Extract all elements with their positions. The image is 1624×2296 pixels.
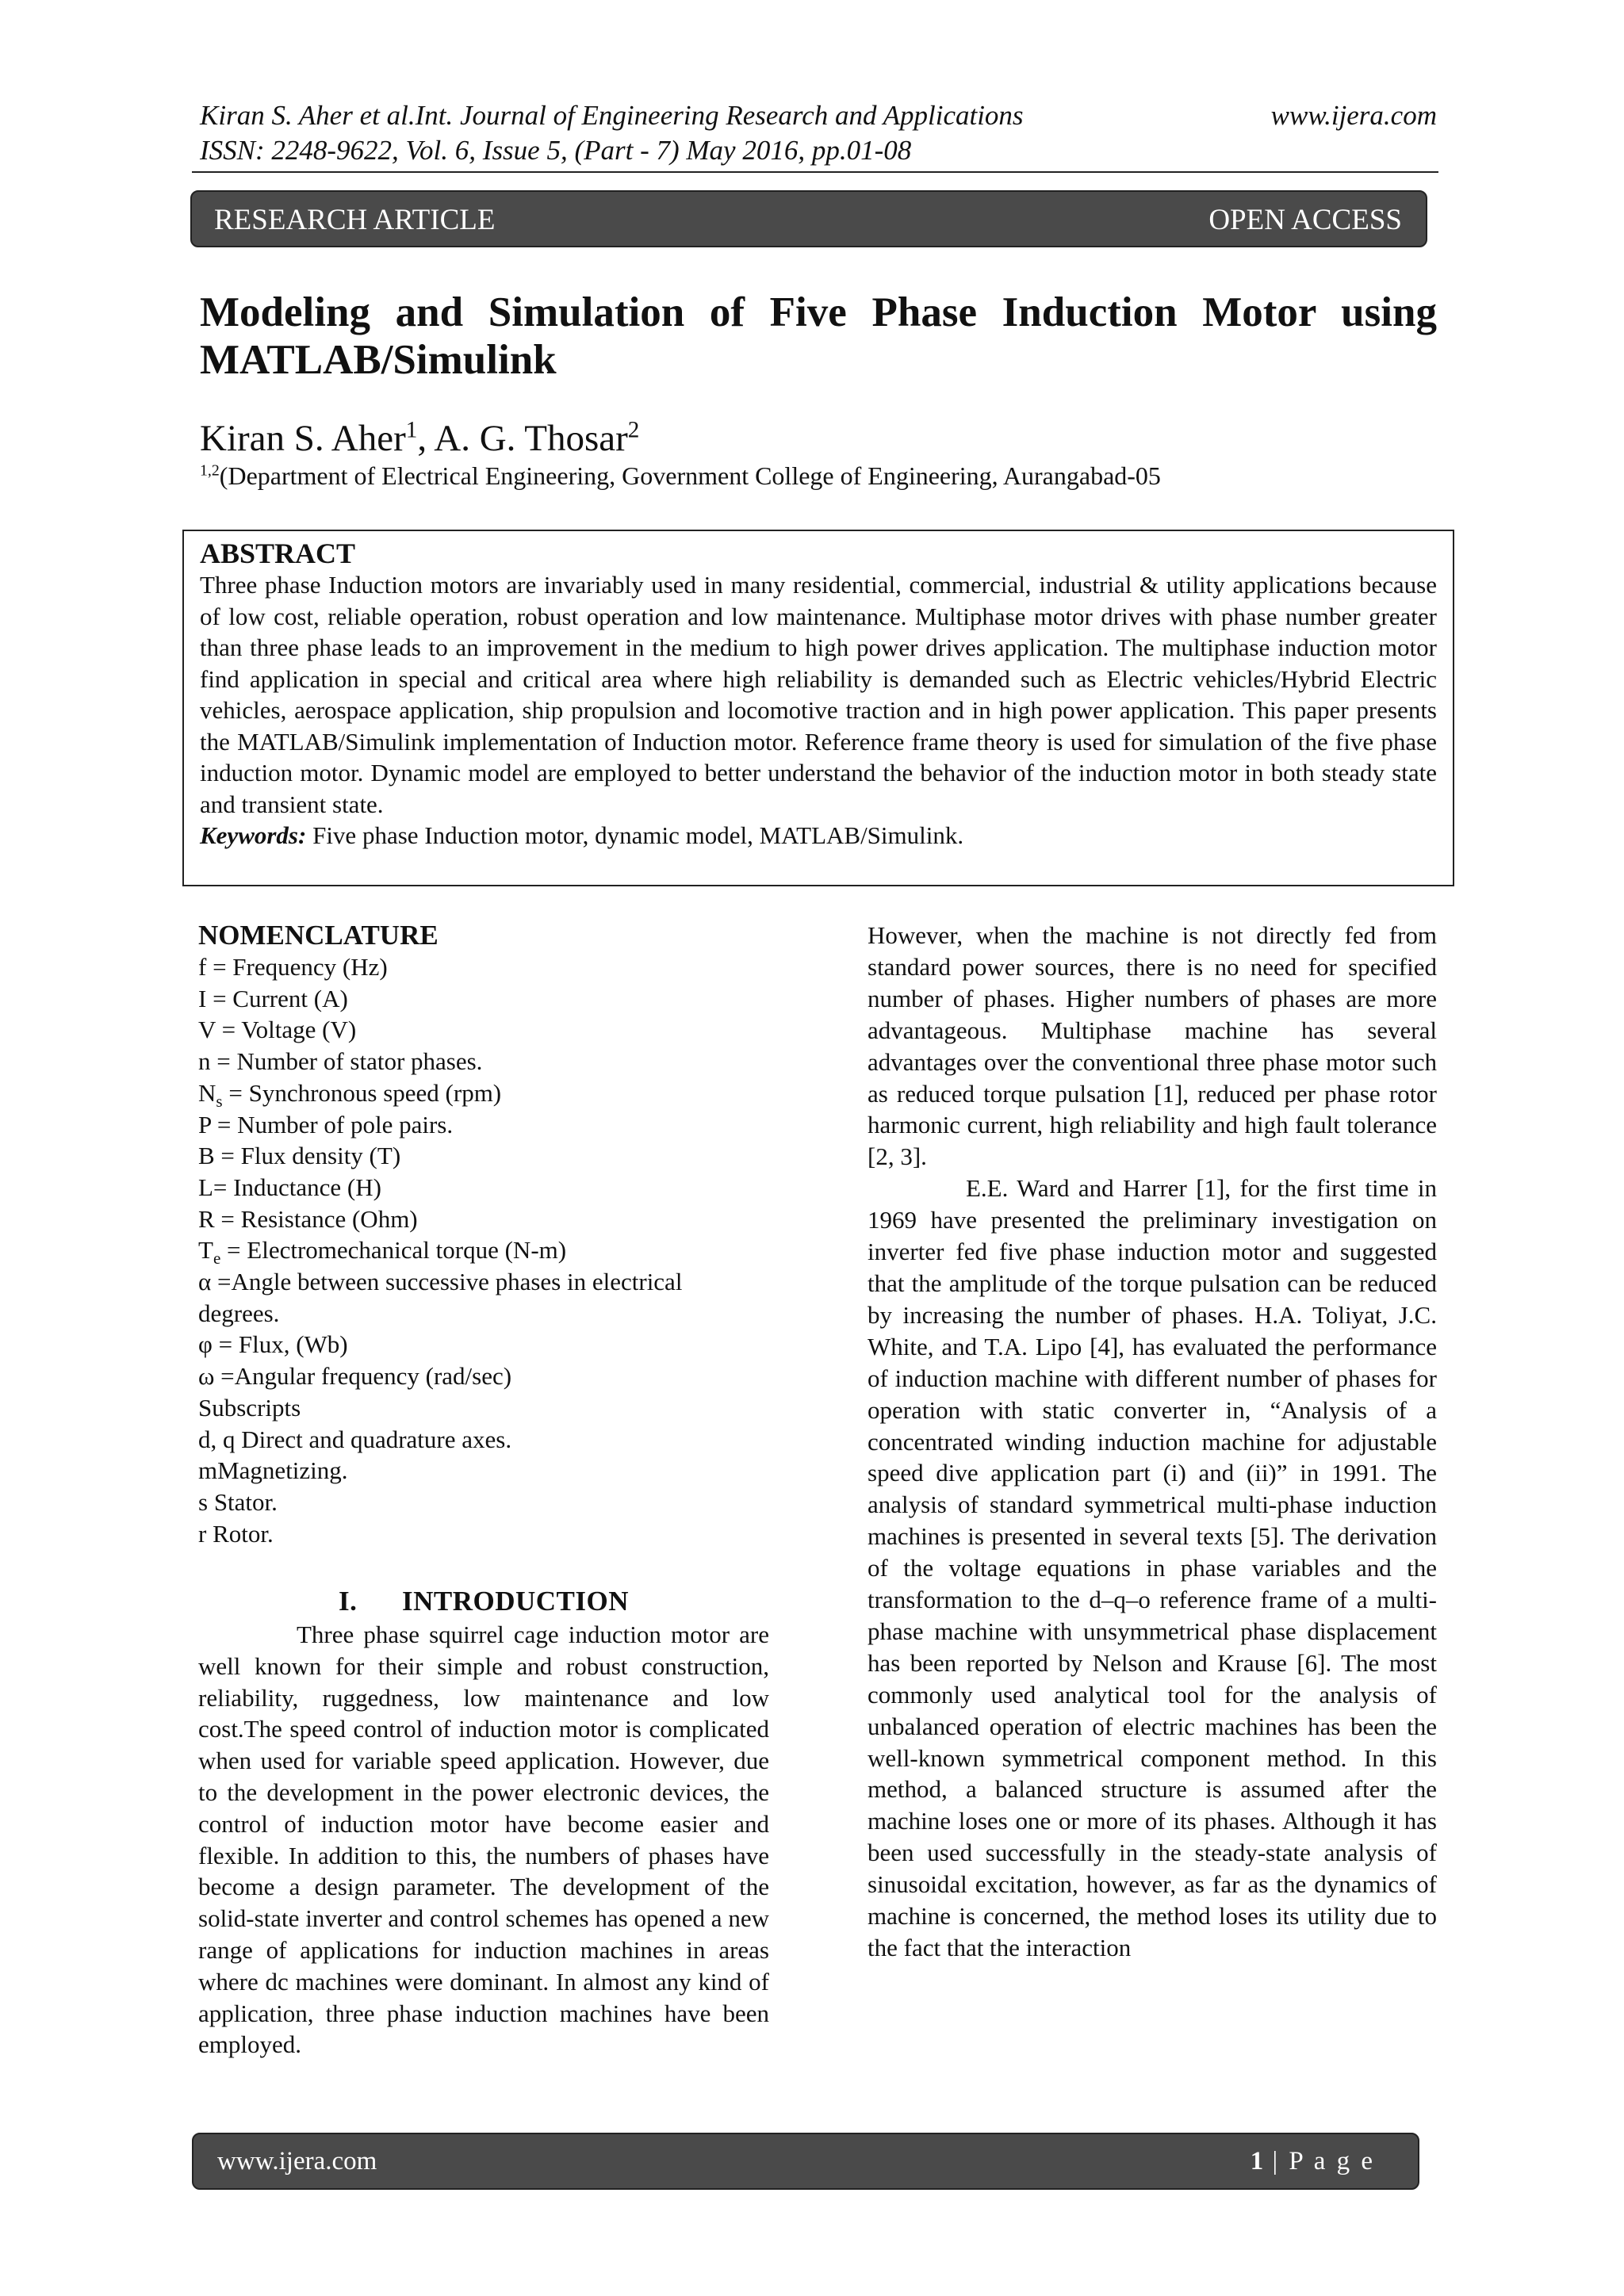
issn-line: ISSN: 2248-9622, Vol. 6, Issue 5, (Part - 7) May 2016, pp.01-08 [200,135,912,166]
section-number: I. [338,1586,358,1617]
abstract-heading: ABSTRACT [200,538,356,569]
nomenclature-item: mMagnetizing. [198,1456,348,1485]
header-divider [192,171,1438,173]
nomenclature-item: n = Number of stator phases. [198,1047,483,1076]
nomenclature-item: L= Inductance (H) [198,1173,381,1201]
nomenclature-item: B = Flux density (T) [198,1142,401,1170]
paragraph: Three phase squirrel cage induction motor are well known for their simple and robust construction, reliability, ruggedness, low maintenance and low cost.The speed control of induction motor is complicated when used for variable speed application. However, due to the development in the power electronic devices, the control of induction motor have become easier and flexible. In addition to this, the numbers of phases have become a design parameter. The development of the solid-state inverter and control schemes has opened a new range of applications for induction machines in areas where dc machines were dominant. In almost any kind of application, three phase induction machines have been employed. [198,1621,769,2059]
abstract-box [182,530,1454,886]
definition: = Electromechanical torque (N-m) [220,1236,567,1265]
nomenclature-heading: NOMENCLATURE [198,920,439,951]
author-separator: , [417,418,435,459]
page-number: 1 [1250,2147,1264,2175]
nomenclature-item: ω =Angular frequency (rad/sec) [198,1362,512,1391]
author-name: Kiran S. Aher [200,418,406,459]
page-footer [192,2133,1419,2190]
abstract-text: Three phase Induction motors are invariably used in many residential, commercial, industrial & utility applications because of low cost, reliable operation, robust operation and low maintenance. Multiphase motor drives with phase number greater than three phase leads to an improvement in the medium to high power drives application. The multiphase induction motor find application in special and critical area where high reliability is demanded such as Electric vehicles/Hybrid Electric vehicles, aerospace application, ship propulsion and locomotive traction and in high power application. This paper presents the MATLAB/Simulink implementation of Induction motor. Reference frame theory is used for simulation of the five phase induction motor. Dynamic model are employed to better understand the behavior of the induction motor in both steady state and transient state. [200,571,1437,818]
nomenclature-item: φ = Flux, (Wb) [198,1330,348,1359]
open-access-label: OPEN ACCESS [1208,204,1402,236]
symbol: T [198,1236,213,1265]
symbol-subscript: e [213,1249,221,1269]
introduction-column-left [198,1619,769,2061]
nomenclature-item [198,1077,769,1109]
affiliation-text: (Department of Electrical Engineering, Government College of Engineering, Aurangabad-05 [219,461,1161,490]
journal-website-link[interactable]: www.ijera.com [1270,100,1437,131]
author-name: A. G. Thosar [434,418,628,459]
nomenclature-item [198,1234,769,1269]
footer-website-link[interactable]: www.ijera.com [217,2147,377,2175]
nomenclature-item: f = Frequency (Hz) [198,953,388,981]
definition: = Synchronous speed (rpm) [222,1078,502,1107]
keywords-text: Five phase Induction motor, dynamic model, MATLAB/Simulink. [306,821,964,849]
symbol: N [198,1078,216,1107]
nomenclature-item: R = Resistance (Ohm) [198,1204,418,1233]
keywords [200,820,1437,851]
paragraph: E.E. Ward and Harrer [1], for the first time in 1969 have presented the preliminary investigation on inverter fed five phase induction motor and suggested that the amplitude of the torque pulsation can be reduced by increasing the number of phases. H.A. Toliyat, J.C. White, and T.A. Lipo [4], has evaluated the performance of induction machine with different number of phases for operation with static converter in, “Analysis of a concentrated winding induction machine for adjustable speed dive application part (i) and (ii)” in 1991. The analysis of standard symmetrical multi-phase induction machines is presented in several texts [5]. The derivation of the voltage equations in phase variables and the transformation to the d–q–o reference frame of a multi-phase machine with unsymmetrical phase displacement has been reported by Nelson and Krause [6]. The most commonly used analytical tool for the analysis of unbalanced operation of electric machines has been the well-known symmetrical component method. In this method, a balanced structure is assumed after the machine loses one or more of its phases. Although it has been used successfully in the steady-state analysis of sinusoidal excitation, however, as far as the dynamics of machine is concerned, the method loses its utility due to the fact that the interaction [868,1174,1437,1961]
nomenclature-item: r Rotor. [198,1519,274,1548]
affiliation-mark: 1,2 [200,461,220,480]
author-list [200,417,639,460]
nomenclature-item: s Stator. [198,1487,278,1516]
nomenclature-item: I = Current (A) [198,984,348,1012]
subscripts-heading: Subscripts [198,1393,301,1422]
page-label: | P a g e [1263,2147,1375,2175]
author-affiliation-mark: 2 [627,417,640,443]
article-banner [190,190,1427,247]
affiliation [200,461,1161,491]
page-indicator [1251,2147,1375,2176]
paragraph: However, when the machine is not directly fed from standard power sources, there is no need for specified number of phases. Higher numbers of phases are more advantageous. Multiphase machine has several advantages over the conventional three phase motor such as reduced torque pulsation [1], reduced per phase rotor harmonic current, high reliability and high fault tolerance [2, 3]. [868,921,1437,1171]
author-affiliation-mark: 1 [405,417,418,443]
nomenclature-item: α =Angle between successive phases in electrical degrees. [198,1268,683,1327]
introduction-column-right [868,920,1437,1964]
nomenclature-item: d, q Direct and quadrature axes. [198,1425,512,1453]
journal-citation: Kiran S. Aher et al.Int. Journal of Engineering Research and Applications [200,100,1024,131]
keywords-label: Keywords: [200,821,307,849]
nomenclature-item: P = Number of pole pairs. [198,1110,454,1138]
article-type: RESEARCH ARTICLE [214,204,496,236]
running-header [200,98,1024,168]
section-heading [198,1586,769,1617]
nomenclature-item: V = Voltage (V) [198,1016,357,1044]
paper-title: Modeling and Simulation of Five Phase Induction Motor using MATLAB/Simulink [200,289,1437,383]
section-title: INTRODUCTION [401,1586,630,1617]
nomenclature-section [198,920,769,1549]
symbol-subscript: s [216,1092,223,1111]
